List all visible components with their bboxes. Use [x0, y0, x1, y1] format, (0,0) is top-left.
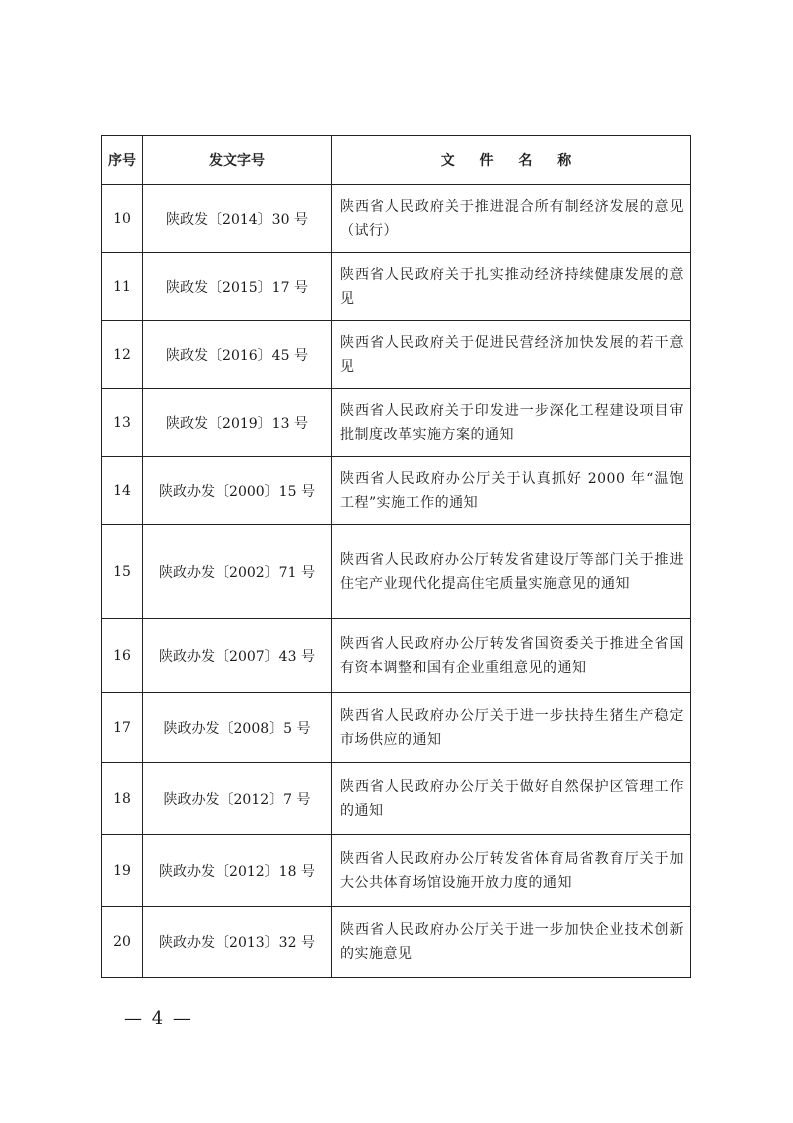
row-document-code: 陕政办发〔2012〕7 号	[143, 763, 332, 835]
table-row	[102, 253, 691, 321]
table-row	[102, 185, 691, 253]
row-number: 19	[102, 835, 143, 907]
table-row	[102, 619, 691, 693]
row-document-code: 陕政发〔2016〕45 号	[143, 321, 332, 389]
row-number: 17	[102, 693, 143, 763]
row-number: 11	[102, 253, 143, 321]
header-document-name: 文 件 名 称	[332, 136, 691, 185]
table-row	[102, 763, 691, 835]
row-document-name: 陕西省人民政府关于促进民营经济加快发展的若干意见	[332, 321, 691, 389]
row-number: 18	[102, 763, 143, 835]
table-row	[102, 525, 691, 619]
row-document-name: 陕西省人民政府办公厅转发省国资委关于推进全省国有资本调整和国有企业重组意见的通知	[332, 619, 691, 693]
table-row	[102, 693, 691, 763]
row-number: 12	[102, 321, 143, 389]
row-number: 15	[102, 525, 143, 619]
row-document-name: 陕西省人民政府关于扎实推动经济持续健康发展的意见	[332, 253, 691, 321]
table-header-row	[102, 136, 691, 185]
row-document-code: 陕政发〔2014〕30 号	[143, 185, 332, 253]
row-document-code: 陕政发〔2019〕13 号	[143, 389, 332, 457]
row-document-name: 陕西省人民政府办公厅关于进一步扶持生猪生产稳定市场供应的通知	[332, 693, 691, 763]
row-number: 10	[102, 185, 143, 253]
row-number: 16	[102, 619, 143, 693]
row-document-code: 陕政发〔2015〕17 号	[143, 253, 332, 321]
header-serial-number: 序号	[102, 136, 143, 185]
row-document-name: 陕西省人民政府关于推进混合所有制经济发展的意见（试行）	[332, 185, 691, 253]
row-document-code: 陕政办发〔2007〕43 号	[143, 619, 332, 693]
row-number: 14	[102, 457, 143, 525]
row-document-code: 陕政办发〔2000〕15 号	[143, 457, 332, 525]
table-row	[102, 907, 691, 978]
table-row	[102, 389, 691, 457]
row-document-name: 陕西省人民政府办公厅转发省建设厅等部门关于推进住宅产业现代化提高住宅质量实施意见的通知	[332, 525, 691, 619]
row-document-name: 陕西省人民政府办公厅转发省体育局省教育厅关于加大公共体育场馆设施开放力度的通知	[332, 835, 691, 907]
row-document-code: 陕政办发〔2008〕5 号	[143, 693, 332, 763]
row-number: 20	[102, 907, 143, 978]
row-document-name: 陕西省人民政府办公厅关于进一步加快企业技术创新的实施意见	[332, 907, 691, 978]
row-document-name: 陕西省人民政府关于印发进一步深化工程建设项目审批制度改革实施方案的通知	[332, 389, 691, 457]
row-document-code: 陕政办发〔2013〕32 号	[143, 907, 332, 978]
document-table	[101, 135, 691, 978]
row-number: 13	[102, 389, 143, 457]
row-document-code: 陕政办发〔2012〕18 号	[143, 835, 332, 907]
table-row	[102, 321, 691, 389]
table-row	[102, 835, 691, 907]
header-document-code: 发文字号	[143, 136, 332, 185]
row-document-name: 陕西省人民政府办公厅关于认真抓好 2000 年“温饱工程”实施工作的通知	[332, 457, 691, 525]
page-number: — 4 —	[124, 1008, 193, 1029]
table-row	[102, 457, 691, 525]
row-document-name: 陕西省人民政府办公厅关于做好自然保护区管理工作的通知	[332, 763, 691, 835]
row-document-code: 陕政办发〔2002〕71 号	[143, 525, 332, 619]
